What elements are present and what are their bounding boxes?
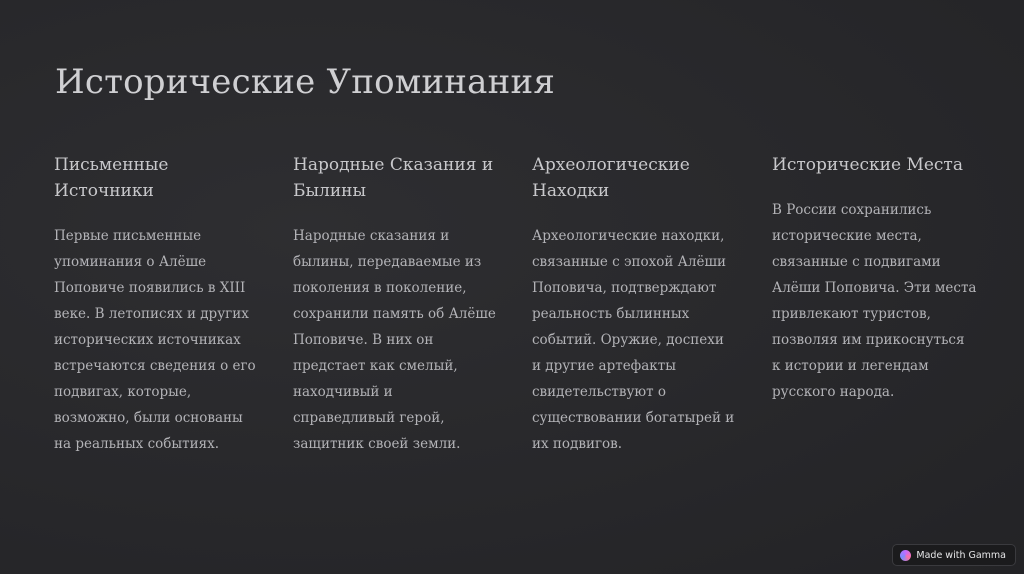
column-heading: Народные Сказания и Былины [293, 155, 494, 201]
column-folk-tales [293, 152, 498, 457]
column-historical-places [772, 152, 977, 405]
column-written-sources [54, 152, 259, 457]
column-body: Первые письменные упоминания о Алёше Поповиче появились в XIII веке. В летописях и других исторических источниках встречаются сведения о его подвигах, которые, возможно, были основаны на реальных событиях. [54, 228, 256, 452]
column-body: Археологические находки, связанные с эпохой Алёши Поповича, подтверждают реальность былинных событий. Оружие, доспехи и другие артефакты свидетельствуют о существовании богатырей и их подвигов. [532, 228, 735, 452]
slide-title: Исторические Упоминания [55, 62, 555, 102]
column-heading: Археологические Находки [532, 155, 690, 201]
column-body: В России сохранились исторические места, связанные с подвигами Алёши Поповича. Эти места привлекают туристов, позволяя им прикоснуться к истории и легендам русского народа. [772, 202, 977, 400]
column-heading: Письменные Источники [54, 155, 169, 201]
gamma-logo-icon [900, 550, 911, 561]
column-heading: Исторические Места [772, 155, 963, 175]
column-body: Народные сказания и былины, передаваемые из поколения в поколение, сохранили память об Алёше Поповиче. В них он предстает как смелый, находчивый и справедливый герой, защитник своей земли. [293, 228, 496, 452]
made-with-gamma-badge[interactable] [892, 544, 1016, 566]
badge-label: Made with Gamma [916, 549, 1006, 561]
column-archaeological-finds [532, 152, 737, 457]
